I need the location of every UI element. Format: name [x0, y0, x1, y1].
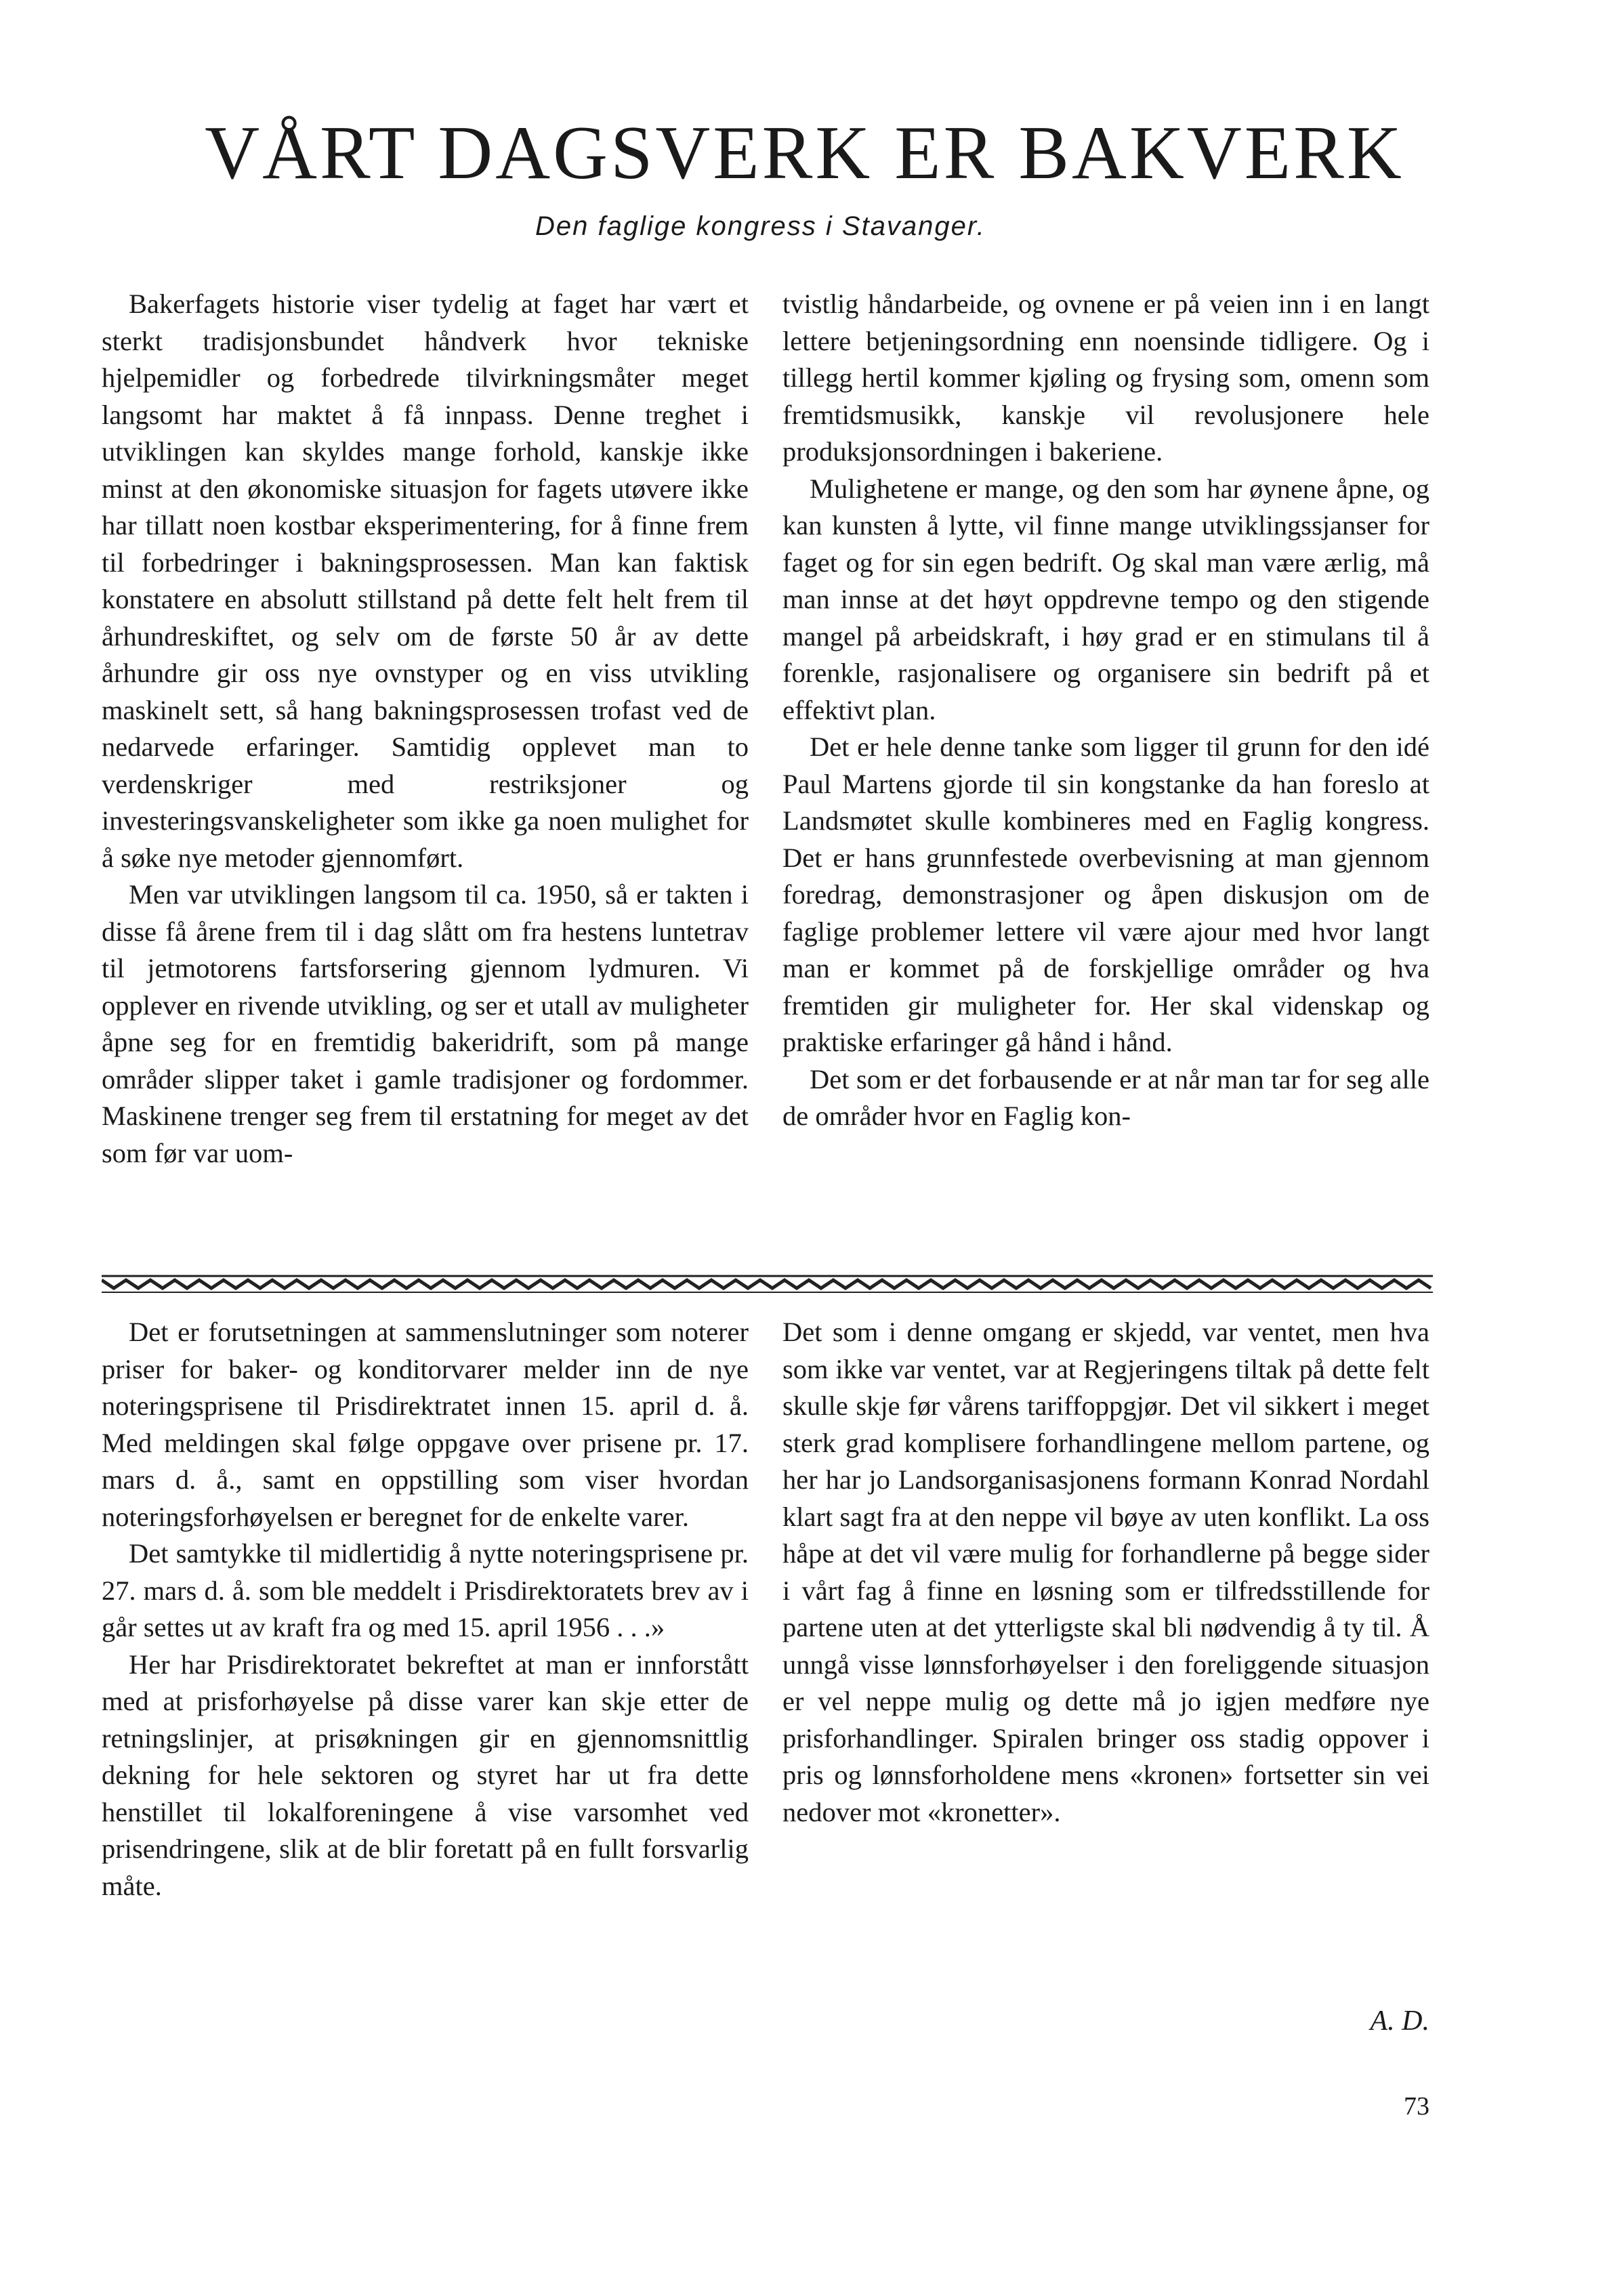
article-subtitle: Den faglige kongress i Stavanger.	[535, 211, 986, 241]
paragraph: Det samtykke til midlertidig å nytte noteringsprisene pr. 27. mars d. å. som ble meddelt i Prisdirektoratets brev av i går settes ut av kraft fra og med 15. april 1956 . . .»	[102, 1538, 749, 1642]
paragraph: Men var utviklingen langsom til ca. 1950, så er takten i disse få årene frem til i dag slått om fra hestens luntetrav til jetmotorens fartsforsering gjennom lydmuren. Vi opplever en rivende utvikling, og ser et utall av muligheter åpne seg for en fremtidig bakeridrift, som på mange områder slipper taket i gamle tradisjoner og fordommer. Maskinene trenger seg frem til erstatning for meget av det som før var uom-	[102, 879, 749, 1168]
paragraph: Mulighetene er mange, og den som har øynene åpne, og kan kunsten å lytte, vil finne mange utviklingssjanser for faget og for sin egen bedrift. Og skal man være ærlig, må man innse at det høyt oppdrevne tempo og den stigende mangel på arbeidskraft, i høy grad er en stimulans til å forenkle, rasjonalisere og organisere sin bedrift på et effektivt plan.	[782, 473, 1429, 725]
author-signature: A. D.	[1370, 2005, 1429, 2037]
paragraph: Det som er det forbausende er at når man tar for seg alle de områder hvor en Faglig kon-	[782, 1063, 1429, 1131]
paragraph: Det som i denne omgang er skjedd, var ventet, men hva som ikke var ventet, var at Regjeringens tiltak på dette felt skulle skje før vårens tariffoppgjør. Det vil sikkert i meget sterk grad komplisere forhandlingene mellom partene, og her har jo Landsorganisasjonens formann Konrad Nordahl klart sagt fra at den neppe vil bøye av uten konflikt. La oss håpe at det vil være mulig for forhandlerne på begge sider i vårt fag å finne en løsning som er tilfredsstillende for partene uten at det ytterligste skal bli nødvendig å ty til. Å unngå visse lønnsforhøyelser i den foreliggende situasjon er vel neppe mulig og dette må jo igjen medføre nye prisforhandlinger. Spiralen bringer oss stadig oppover i pris og lønnsforholdene mens «kronen» fortsetter sin vei nedover mot «kronetter».	[782, 1317, 1429, 1827]
paragraph: Bakerfagets historie viser tydelig at faget har vært et sterkt tradisjonsbundet håndverk hvor tekniske hjelpemidler og forbedrede tilvirkningsmåter meget langsomt har maktet å få innpass. Denne treghet i utviklingen kan skyldes mange forhold, kanskje ikke minst at den økonomiske situasjon for fagets utøvere ikke har tillatt noen kostbar eksperimentering, for å finne frem til forbedringer i bakningsprosessen. Man kan faktisk konstatere en absolutt stillstand på dette felt helt frem til århundreskiftet, og selv om de første 50 år av dette århundre gir oss nye ovnstyper og en viss utvikling maskinelt sett, så hang bakningsprosessen trofast ved de nedarvede erfaringer. Samtidig opplevet man to verdenskriger med restriksjoner og investeringsvanskeligheter som ikke ga noen mulighet for å søke nye metoder gjennomført.	[102, 289, 749, 873]
notice-column-left	[102, 1314, 749, 1905]
page-number: 73	[1404, 2092, 1429, 2121]
paragraph: Her har Prisdirektoratet bekreftet at man er innforstått med at prisforhøyelse på disse varer kan skje etter de retningslinjer, at prisøkningen gir en gjennomsnittlig dekning for hele sektoren og styret har ut fra dette henstillet til lokalforeningene å vise varsomhet ved prisendringene, slik at de blir foretatt på en fullt forsvarlig måte.	[102, 1649, 749, 1901]
paragraph: Det er forutsetningen at sammenslutninger som noterer priser for baker- og konditorvarer melder inn de nye noteringsprisene til Prisdirektratet innen 15. april d. å. Med meldingen skal følge oppgave over prisene pr. 17. mars d. å., samt en oppstilling som viser hvordan noteringsforhøyelsen er beregnet for de enkelte varer.	[102, 1317, 749, 1532]
article-title: VÅRT DAGSVERK ER BAKVERK	[205, 111, 1404, 195]
paragraph: tvistlig håndarbeide, og ovnene er på veien inn i en langt lettere betjeningsordning enn noensinde tidligere. Og i tillegg hertil kommer kjøling og frysing som, omenn som fremtidsmusikk, kanskje vil revolusjonere hele produksjonsordningen i bakeriene.	[782, 289, 1429, 467]
paragraph: Det er hele denne tanke som ligger til grunn for den idé Paul Martens gjorde til sin kongstanke da han foreslo at Landsmøtet skulle kombineres med en Faglig kongress. Det er hans grunnfestede overbevisning at man gjennom foredrag, demonstrasjoner og åpen diskusjon om de faglige problemer lettere vil være ajour med hvor langt man er kommet på de forskjellige områder og hva fremtiden gir muligheter for. Her skal videnskap og praktiske erfaringer gå hånd i hånd.	[782, 731, 1429, 1057]
article-column-right	[782, 286, 1429, 1135]
article-column-left	[102, 286, 749, 1172]
zigzag-divider	[102, 1272, 1433, 1296]
notice-column-right	[782, 1314, 1429, 1831]
